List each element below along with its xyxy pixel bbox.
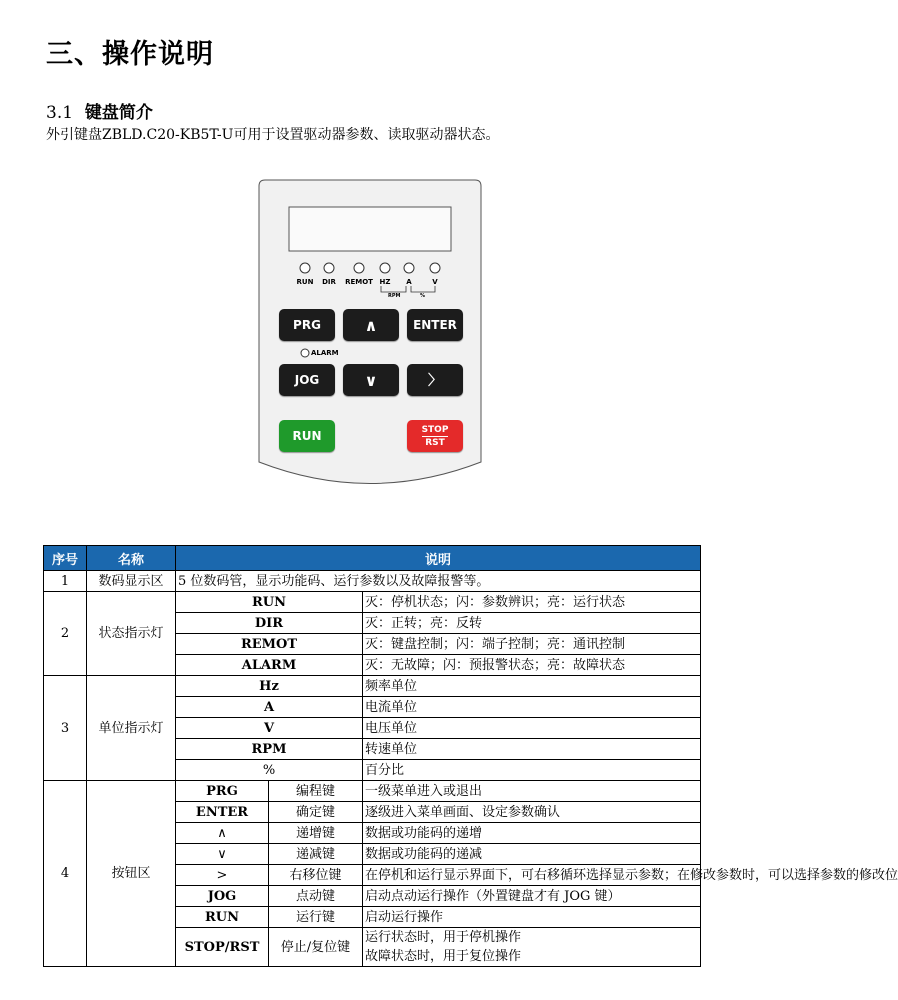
- key: ∨: [176, 844, 269, 865]
- key: RUN: [176, 907, 269, 928]
- led-alarm-icon: [301, 349, 309, 357]
- item-desc: 灭：无故障；闪：预报警状态；亮：故障状态: [363, 655, 701, 676]
- row-no: 2: [44, 592, 87, 676]
- section-intro: 外引键盘ZBLD.C20-KB5T-U可用于设置驱动器参数、读取驱动器状态。: [46, 127, 500, 143]
- up-button[interactable]: ∧: [343, 309, 399, 341]
- enter-button[interactable]: ENTER: [407, 309, 463, 341]
- display-window: [289, 207, 451, 251]
- key-desc: 运行状态时，用于停机操作: [363, 928, 701, 948]
- key-fn: 点动键: [269, 886, 363, 907]
- key: ENTER: [176, 802, 269, 823]
- table-header-row: [44, 546, 701, 571]
- item: RPM: [176, 739, 363, 760]
- row-no: 3: [44, 676, 87, 781]
- led-label-hz: HZ: [379, 278, 391, 286]
- section-number: 3.1: [46, 103, 74, 123]
- table-row: [44, 592, 701, 613]
- key-desc: 一级菜单进入或退出: [363, 781, 701, 802]
- led-hz-icon: [380, 263, 390, 273]
- section-title-text: 键盘简介: [84, 103, 153, 123]
- prg-button[interactable]: PRG: [279, 309, 335, 341]
- led-label-a: A: [406, 278, 412, 286]
- led-dir-icon: [324, 263, 334, 273]
- row-name: 单位指示灯: [87, 676, 176, 781]
- header-desc: 说明: [176, 546, 701, 571]
- key-desc-2: 故障状态时，用于复位操作: [363, 947, 701, 967]
- item: RUN: [176, 592, 363, 613]
- item-desc: 电流单位: [363, 697, 701, 718]
- key: >: [176, 865, 269, 886]
- run-button[interactable]: RUN: [279, 420, 335, 452]
- key-fn: 确定键: [269, 802, 363, 823]
- page-heading: 三、操作说明: [46, 39, 214, 70]
- key-desc: 逐级进入菜单画面、设定参数确认: [363, 802, 701, 823]
- led-remot-icon: [354, 263, 364, 273]
- key: PRG: [176, 781, 269, 802]
- table-row: [44, 571, 701, 592]
- header-name: 名称: [87, 546, 176, 571]
- led-v-icon: [430, 263, 440, 273]
- right-shift-button[interactable]: 〉: [407, 364, 463, 396]
- key-desc: 数据或功能码的递增: [363, 823, 701, 844]
- key-fn: 右移位键: [269, 865, 363, 886]
- row-no: 4: [44, 781, 87, 967]
- key-fn: 运行键: [269, 907, 363, 928]
- led-run-icon: [300, 263, 310, 273]
- item-desc: 百分比: [363, 760, 701, 781]
- table-row: [44, 676, 701, 697]
- item-desc: 灭：停机状态；闪：参数辨识；亮：运行状态: [363, 592, 701, 613]
- item-desc: 频率单位: [363, 676, 701, 697]
- key-fn: 编程键: [269, 781, 363, 802]
- key-fn: 停止/复位键: [269, 928, 363, 967]
- row-name: 按钮区: [87, 781, 176, 967]
- stop-label: STOP: [421, 424, 449, 435]
- led-label-remot: REMOT: [345, 278, 373, 286]
- led-label-run: RUN: [296, 278, 314, 286]
- row-no: 1: [44, 571, 87, 592]
- item-desc: 电压单位: [363, 718, 701, 739]
- item: REMOT: [176, 634, 363, 655]
- keypad-spec-table: [43, 545, 898, 967]
- item: V: [176, 718, 363, 739]
- item: Hz: [176, 676, 363, 697]
- rpm-mark: RPM: [388, 293, 401, 299]
- item: %: [176, 760, 363, 781]
- key: STOP/RST: [176, 928, 269, 967]
- item: DIR: [176, 613, 363, 634]
- percent-mark: %: [420, 293, 426, 299]
- item-desc: 转速单位: [363, 739, 701, 760]
- section-title: [46, 98, 153, 123]
- down-button[interactable]: ∨: [343, 364, 399, 396]
- key-desc: 启动运行操作: [363, 907, 701, 928]
- key-fn: 递减键: [269, 844, 363, 865]
- key-fn: 递增键: [269, 823, 363, 844]
- keypad-illustration: [259, 180, 481, 492]
- key: ∧: [176, 823, 269, 844]
- item: A: [176, 697, 363, 718]
- jog-button[interactable]: JOG: [279, 364, 335, 396]
- led-label-v: V: [432, 278, 438, 286]
- led-a-icon: [404, 263, 414, 273]
- row-name: 数码显示区: [87, 571, 176, 592]
- key-desc: 启动点动运行操作（外置键盘才有 JOG 键）: [363, 886, 701, 907]
- table-row: [44, 781, 701, 802]
- stop-rst-button[interactable]: [407, 420, 463, 452]
- row-desc: 5 位数码管，显示功能码、运行参数以及故障报警等。: [176, 571, 701, 592]
- alarm-label: ALARM: [311, 349, 339, 357]
- key-desc: 数据或功能码的递减: [363, 844, 701, 865]
- row-name: 状态指示灯: [87, 592, 176, 676]
- item-desc: 灭：键盘控制；闪：端子控制；亮：通讯控制: [363, 634, 701, 655]
- rst-label: RST: [425, 437, 445, 448]
- item-desc: 灭：正转；亮：反转: [363, 613, 701, 634]
- led-label-dir: DIR: [322, 278, 336, 286]
- key-desc: 在停机和运行显示界面下，可右移循环选择显示参数；在修改参数时，可以选择参数的修改位: [363, 865, 701, 886]
- header-no: 序号: [44, 546, 87, 571]
- key: JOG: [176, 886, 269, 907]
- item: ALARM: [176, 655, 363, 676]
